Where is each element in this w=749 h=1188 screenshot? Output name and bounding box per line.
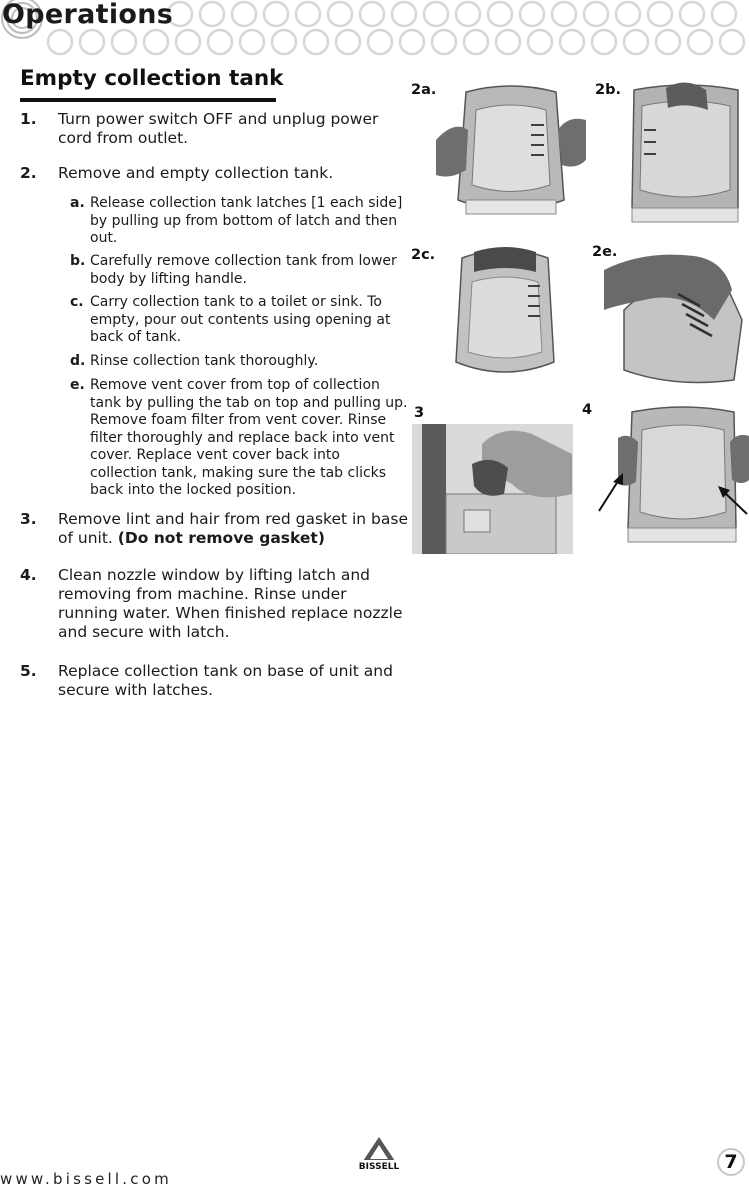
step-number: 4. [20,566,37,584]
figure-label-2b: 2b. [595,82,621,98]
footer-url[interactable]: www.bissell.com [0,1170,172,1188]
substep-letter: b. [70,253,86,269]
step-number: 1. [20,110,37,128]
substep-text: Release collection tank latches [1 each side] by pulling up from bottom of latch and then out. [90,195,403,246]
page-title: Operations [2,0,174,30]
step-text-main: Remove lint and hair from red gasket in base of unit. [58,510,408,547]
step-text: Remove and empty collection tank. [58,164,334,182]
step-3 [20,510,410,550]
substep-letter: d. [70,353,86,369]
photo-2b [626,80,744,230]
step-text: Turn power switch OFF and unplug power cord from outlet. [58,110,379,147]
photo-2a [436,80,586,230]
photo-3 [412,424,573,554]
step-5 [20,662,410,702]
substep-text: Rinse collection tank thoroughly. [90,353,319,369]
substep-letter: e. [70,377,85,393]
section-underline [20,98,276,102]
arrow-left-latch-icon [596,470,626,514]
step-text: Clean nozzle window by lifting latch and removing from machine. Rinse under running water. When finished replace nozzle and secure with latch. [58,566,403,641]
substep-letter: a. [70,195,85,211]
page-number: 7 [724,1151,738,1173]
step-1 [20,110,410,150]
step-2 [20,164,410,184]
photo-4 [618,402,749,552]
figure-label-2a: 2a. [411,82,437,98]
brand-name: BISSELL [358,1162,400,1172]
step-emphasis: (Do not remove gasket) [117,529,325,547]
figure-label-4: 4 [582,402,593,418]
step-text: Replace collection tank on base of unit and secure with latches. [58,662,393,699]
step-text [58,510,408,548]
figure-label-2e: 2e. [592,244,618,260]
step-number: 2. [20,164,37,182]
figure-label-2c: 2c. [411,247,436,263]
step-4 [20,566,410,646]
photo-2c [446,242,564,382]
substep-letter: c. [70,294,84,310]
figure-label-3: 3 [414,405,425,421]
bissell-logo [351,1135,407,1173]
photo-2e [604,250,744,388]
substep-text: Carefully remove collection tank from lower body by lifting handle. [90,253,397,287]
step-number: 5. [20,662,37,680]
section-title: Empty collection tank [20,66,284,91]
arrow-right-latch-icon [716,484,749,516]
substep-text: Carry collection tank to a toilet or sink. To empty, pour out contents using opening at back of tank. [90,294,391,345]
substep-text: Remove vent cover from top of collection tank by pulling the tab on top and pulling up. Remove foam filter from vent cover. Rinse filter thoroughly and replace back into vent cover. Replace vent cover back into collection tank, making sure the tab clicks back into the locked position. [90,377,408,498]
step-number: 3. [20,510,37,528]
page-number-badge [716,1146,746,1178]
